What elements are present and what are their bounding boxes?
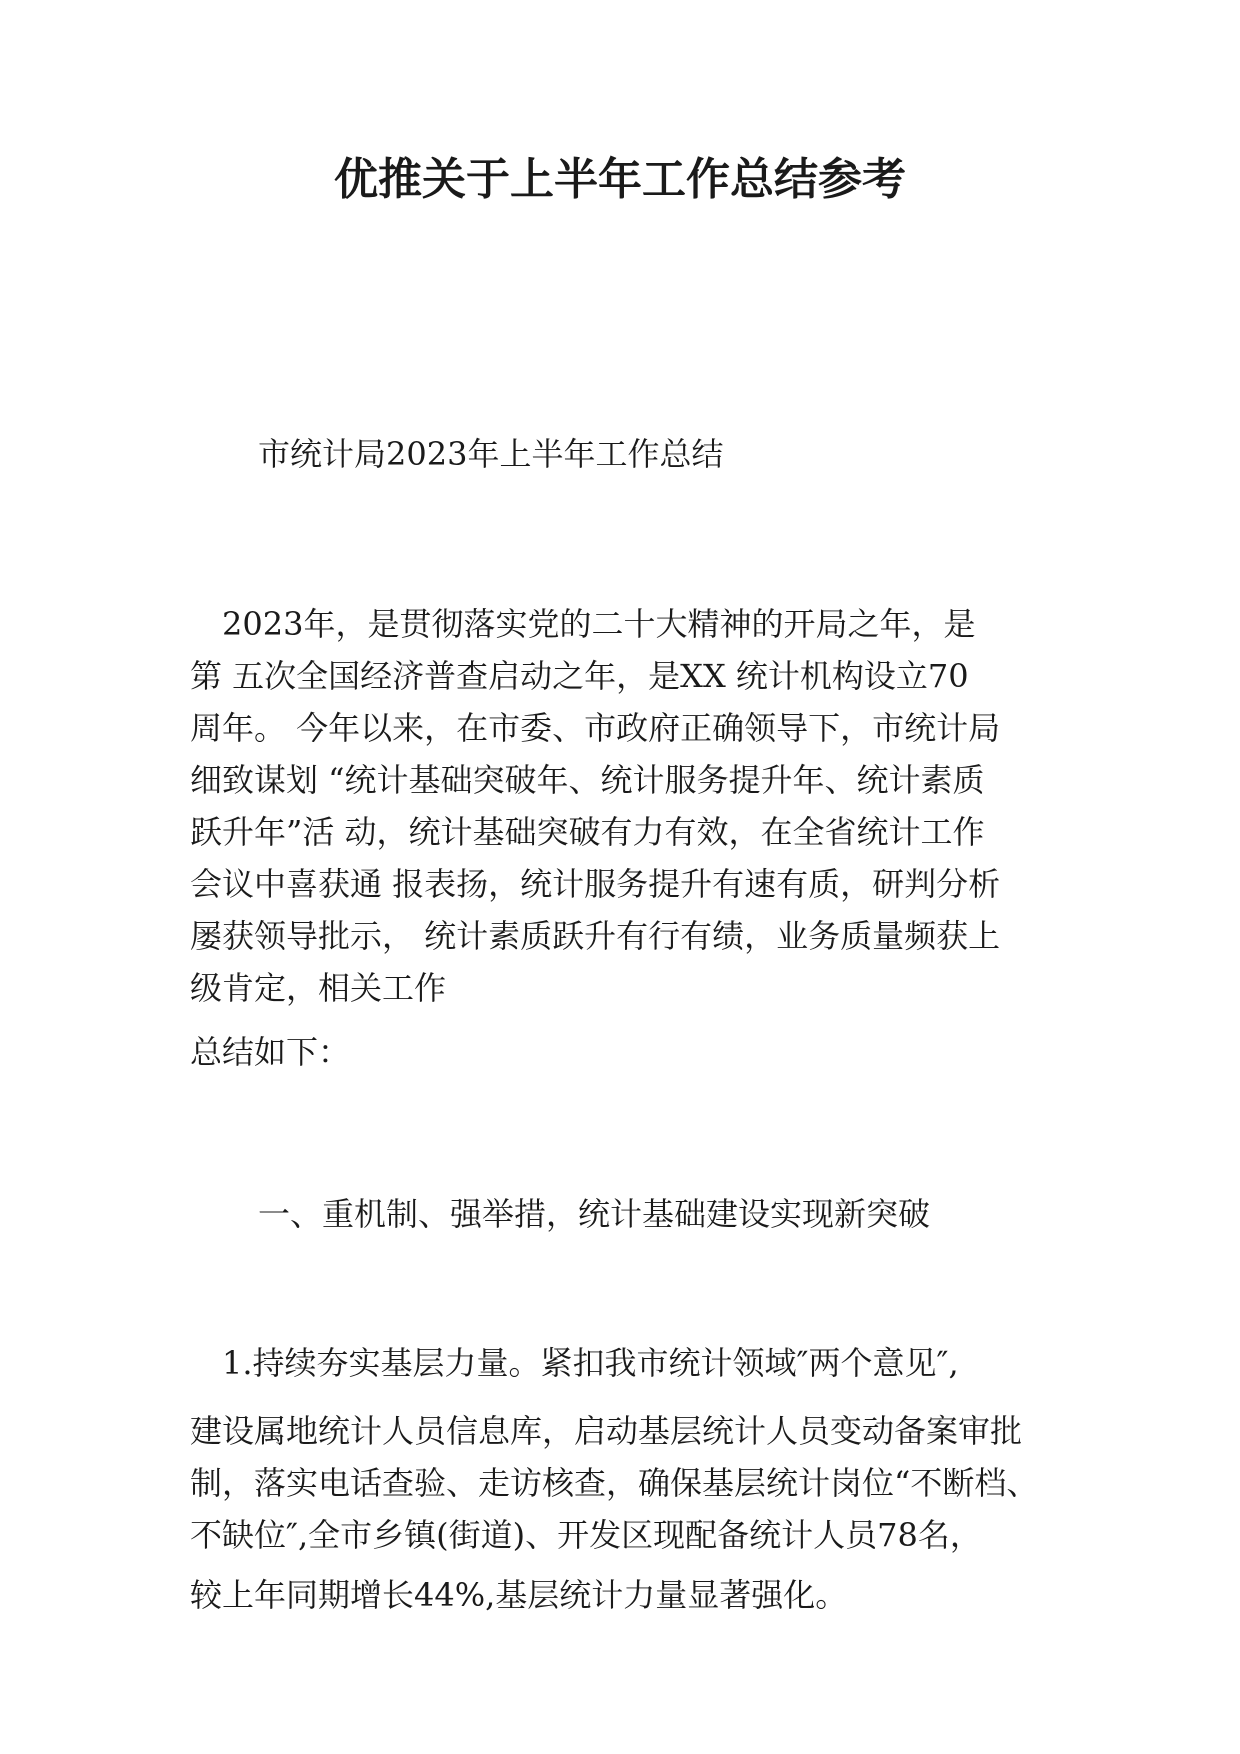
paragraph-line: 屡获领导批示， 统计素质跃升有行有绩，业务质量频获上 — [190, 917, 1001, 955]
subtitle-text: 市统计局2023年上半年工作总结 — [258, 435, 724, 473]
paragraph-line: 2023年，是贯彻落实党的二十大精神的开局之年，是 — [190, 605, 976, 643]
paragraph-line: 制，落实电话查验、走访核查，确保基层统计岗位“不断档、 — [190, 1464, 1039, 1502]
paragraph-line: 不缺位″,全市乡镇(街道)、开发区现配备统计人员78名， — [190, 1516, 982, 1554]
paragraph-item-1 — [190, 1337, 1052, 1629]
paragraph-line: 会议中喜获通 报表扬，统计服务提升有速有质，研判分析 — [190, 865, 1001, 903]
paragraph-line: 周年。 今年以来，在市委、市政府正确领导下，市统计局 — [190, 709, 1001, 747]
paragraph-line: 较上年同期增长44%,基层统计力量显著强化。 — [190, 1576, 848, 1614]
paragraph-line: 总结如下： — [190, 1033, 351, 1071]
paragraph-line: 跃升年”活 动，统计基础突破有力有效，在全省统计工作 — [190, 813, 985, 851]
paragraph-line: 细致谋划 “统计基础突破年、统计服务提升年、统计素质 — [190, 761, 985, 799]
paragraph-line: 1.持续夯实基层力量。紧扣我市统计领域″两个意见″, — [190, 1344, 959, 1382]
document-title: 优推关于上半年工作总结参考 — [334, 154, 906, 205]
paragraph-intro — [190, 598, 1052, 1014]
paragraph-line: 级肯定，相关工作 — [190, 969, 447, 1007]
document-subtitle — [258, 428, 1120, 480]
paragraph-line: 第 五次全国经济普查启动之年，是XX 统计机构设立70 — [190, 657, 969, 695]
section-heading — [258, 1188, 1120, 1240]
paragraph-line: 建设属地统计人员信息库，启动基层统计人员变动备案审批 — [190, 1412, 1023, 1450]
heading-text: 一、重机制、强举措，统计基础建设实现新突破 — [258, 1195, 931, 1233]
paragraph-intro-tail — [190, 1026, 1052, 1078]
